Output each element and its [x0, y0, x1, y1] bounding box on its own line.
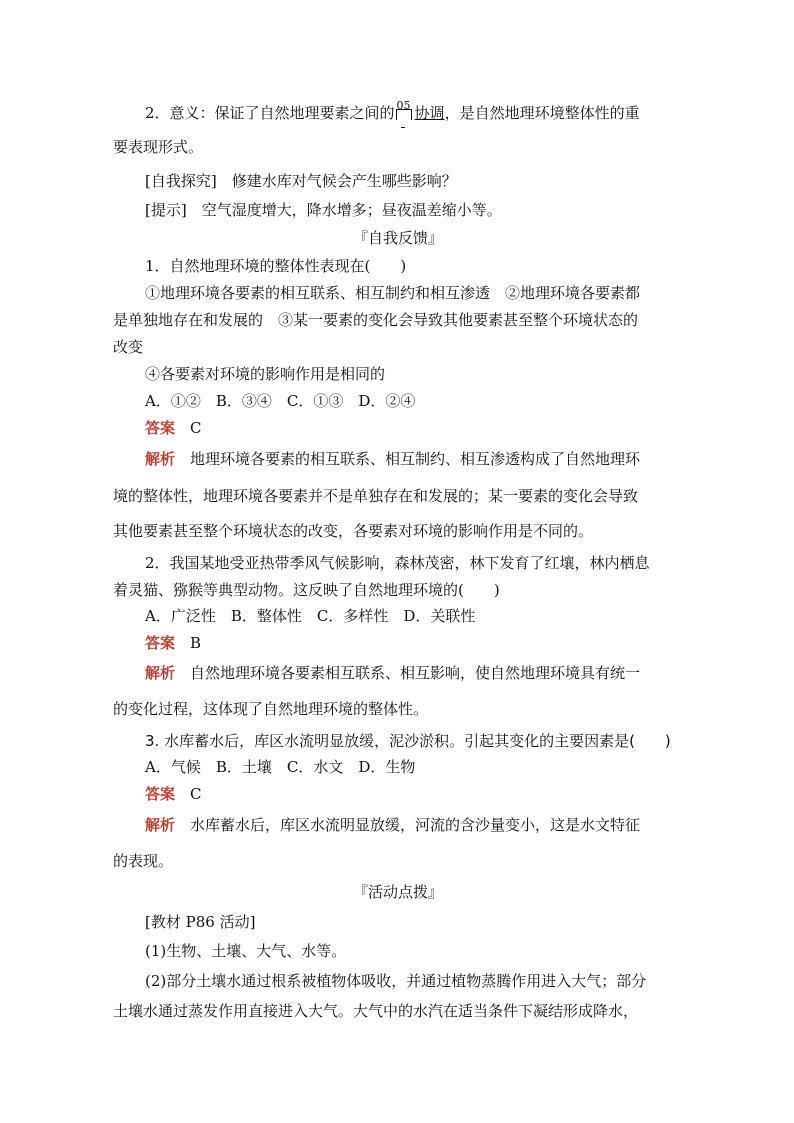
activity-item-2-line-2: 土壤水通过蒸发作用直接进入大气。大气中的水汽在适当条件下凝结形成降水，: [113, 1002, 639, 1020]
q3-stem: 3. 水库蓄水后，库区水流明显放缓，泥沙淤积。引起其变化的主要因素是( ): [145, 732, 671, 750]
q2-analysis-line-1: 解析 自然地理环境各要素相互联系、相互影响，使自然地理环境具有统一: [145, 664, 641, 682]
self-explore-hint: [提示] 空气湿度增大，降水增多；昼夜温差缩小等。: [145, 201, 502, 219]
activity-item-1: (1)生物、土壤、大气、水等。: [145, 942, 347, 960]
section-heading-activity: 『活动点拨』: [352, 883, 443, 901]
significance-line-1: 2．意义：保证了自然地理要素之间的 05 协调，是自然地理环境整体性的重: [145, 103, 685, 123]
activity-item-2-line-1: (2)部分土壤水通过根系被植物体吸收，并通过植物蒸腾作用进入大气；部分: [145, 972, 647, 990]
blank-marker: 05: [395, 103, 415, 123]
q3-choices: A．气候 B．土壤 C．水文 D．生物: [145, 758, 416, 776]
q1-option-line-2: 是单独地存在和发展的 ③某一要素的变化会导致其他要素甚至整个环境状态的: [113, 311, 639, 329]
q1-analysis-line-1: 解析 地理环境各要素的相互联系、相互制约、相互渗透构成了自然地理环: [145, 450, 641, 468]
q1-option-line-3: 改变: [113, 338, 144, 356]
q3-analysis-line-1: 解析 水库蓄水后，库区水流明显放缓，河流的含沙量变小，这是水文特征: [145, 816, 641, 834]
q1-option-line-4: ④各要素对环境的影响作用是相同的: [145, 365, 386, 383]
q2-choices: A．广泛性 B．整体性 C．多样性 D．关联性: [145, 607, 476, 625]
significance-line-2: 要表现形式。: [113, 138, 204, 156]
q2-stem-line-2: 着灵猫、猕猴等典型动物。这反映了自然地理环境的( ): [113, 581, 500, 599]
section-heading-feedback: 『自我反馈』: [352, 229, 443, 247]
q3-analysis-line-2: 的表现。: [113, 852, 174, 870]
q2-answer: 答案 B: [145, 634, 202, 652]
q1-analysis-line-2: 境的整体性，地理环境各要素并不是单独存在和发展的；某一要素的变化会导致: [113, 487, 639, 505]
q3-answer: 答案 C: [145, 785, 202, 803]
q1-analysis-line-3: 其他要素甚至整个环境状态的改变，各要素对环境的影响作用是不同的。: [113, 522, 594, 540]
blank-answer: 协调: [414, 104, 445, 122]
q1-stem: 1．自然地理环境的整体性表现在( ): [145, 257, 407, 275]
q1-option-line-1: ①地理环境各要素的相互联系、相互制约和相互渗透 ②地理环境各要素都: [145, 284, 641, 302]
q1-choices: A．①② B．③④ C．①③ D．②④: [145, 392, 416, 410]
activity-label: [教材 P86 活动]: [145, 913, 256, 931]
self-explore-question: [自我探究] 修建水库对气候会产生哪些影响？: [145, 172, 457, 190]
q2-analysis-line-2: 的变化过程，这体现了自然地理环境的整体性。: [113, 700, 429, 718]
q1-answer: 答案 C: [145, 419, 202, 437]
q2-stem-line-1: 2．我国某地受亚热带季风气候影响，森林茂密，林下发育了红壤，林内栖息: [145, 554, 650, 572]
